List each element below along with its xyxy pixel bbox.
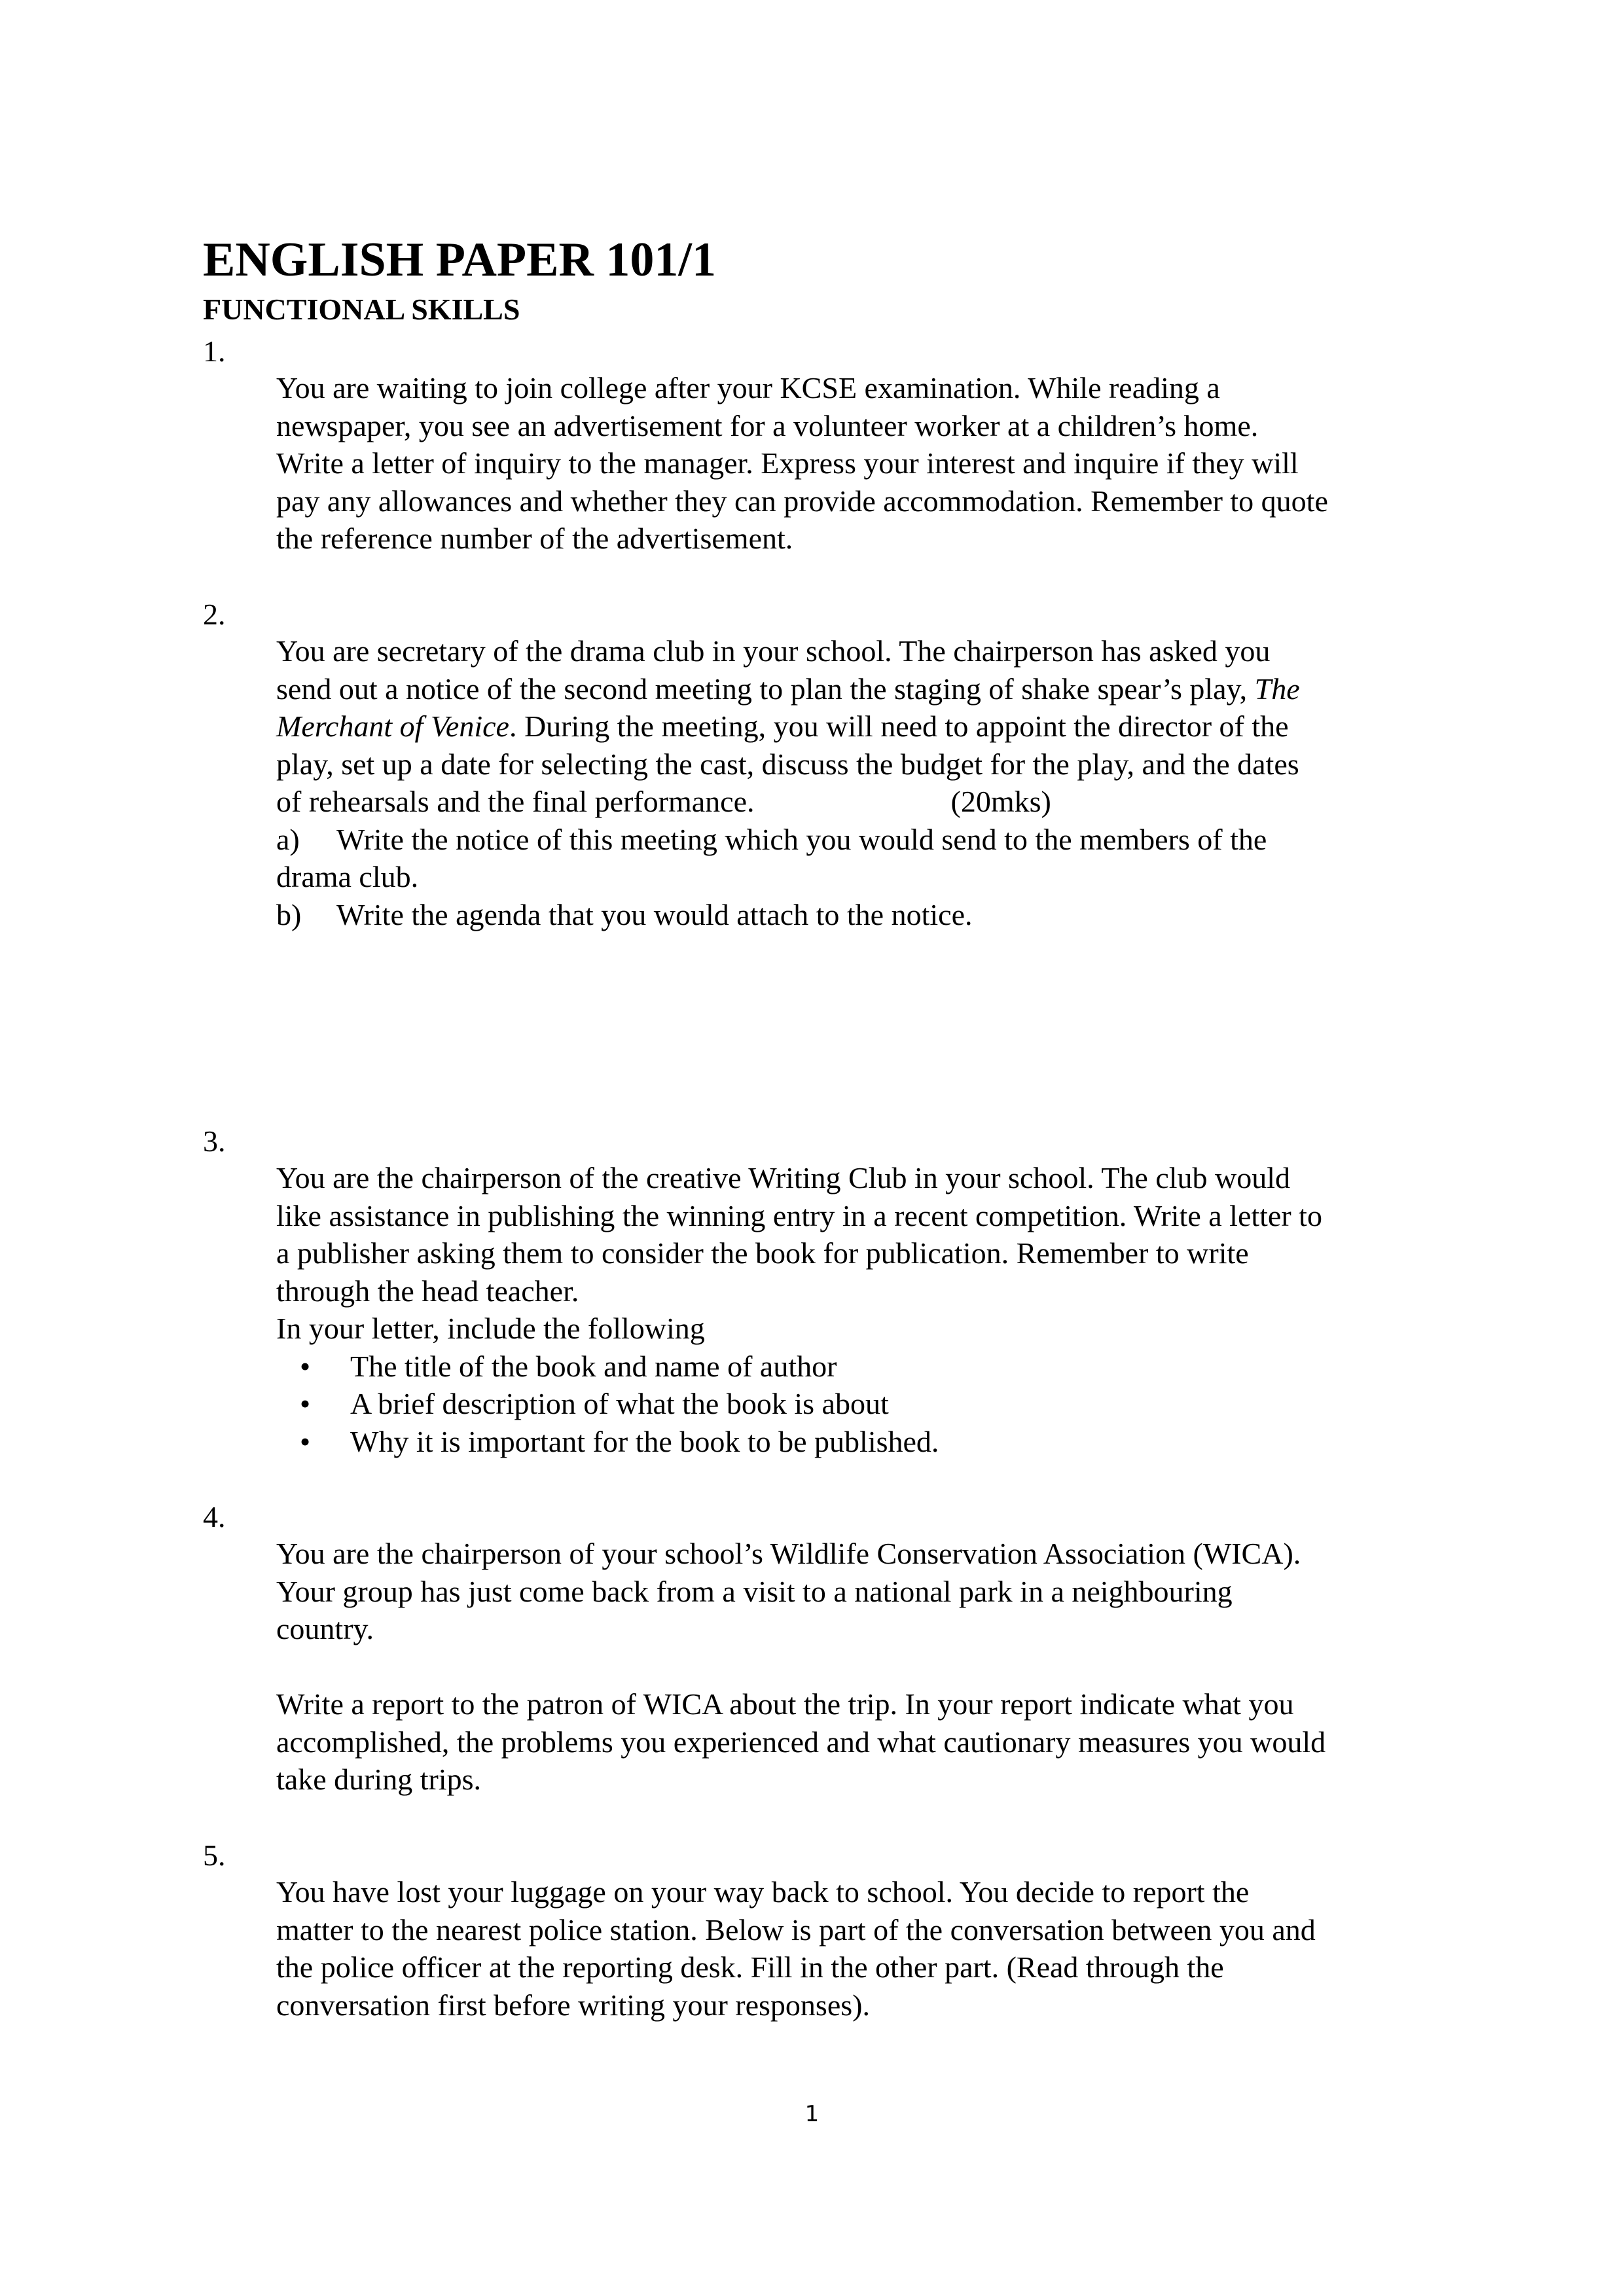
question-5-line: matter to the nearest police station. Below is part of the conversation between you and: [276, 1912, 1316, 1946]
question-4-line: accomplished, the problems you experienced and what cautionary measures you would: [276, 1725, 1326, 1759]
bullet-icon: •: [300, 1424, 311, 1458]
question-4-line: take during trips.: [276, 1763, 481, 1796]
question-1-line: newspaper, you see an advertisement for a volunteer worker at a children’s home.: [276, 408, 1259, 442]
bullet-icon: •: [300, 1387, 311, 1420]
question-2-line: [276, 783, 1507, 821]
question-1-line: Write a letter of inquiry to the manager. Express your interest and inquire if they will: [276, 446, 1299, 480]
question-2-line: You are secretary of the drama club in your school. The chairperson has asked you: [276, 634, 1271, 668]
question-4-text: [276, 1535, 1507, 1799]
play-title-part: Merchant of Venice: [276, 709, 509, 743]
marks-allocation: (20mks): [950, 785, 1051, 818]
list-item: [276, 1348, 1507, 1386]
question-2-part-a: [276, 821, 1507, 859]
question-2-line-rest: . During the meeting, you will need to appoint the director of the: [509, 709, 1289, 743]
list-item: [276, 1423, 1507, 1461]
question-4-line: country.: [276, 1612, 374, 1645]
page-number: 1: [804, 2101, 820, 2127]
question-5-line: conversation first before writing your responses).: [276, 1988, 870, 2022]
question-1-line: the reference number of the advertisement.: [276, 522, 793, 555]
bullet-icon: •: [300, 1349, 311, 1383]
section-title: FUNCTIONAL SKILLS: [203, 293, 520, 326]
question-1-number: 1.: [203, 334, 226, 368]
question-3-line: In your letter, include the following: [276, 1312, 705, 1345]
question-2-text: [276, 632, 1507, 933]
part-text: Write the notice of this meeting which you would send to the members of the: [336, 822, 1267, 856]
question-3-line: through the head teacher.: [276, 1274, 579, 1308]
question-2-line: [276, 670, 1507, 708]
question-4-line: Your group has just come back from a visit to a national park in a neighbouring: [276, 1574, 1233, 1608]
list-item: [276, 1385, 1507, 1423]
question-1-line: pay any allowances and whether they can provide accommodation. Remember to quote: [276, 484, 1328, 518]
paper-title: ENGLISH PAPER 101/1: [203, 233, 716, 287]
bullet-text: A brief description of what the book is about: [350, 1387, 889, 1420]
question-3-number: 3.: [203, 1124, 226, 1158]
question-2-line: [276, 708, 1507, 745]
question-2-line-start: send out a notice of the second meeting to plan the staging of shake spear’s play,: [276, 672, 1255, 706]
question-3-line: You are the chairperson of the creative Writing Club in your school. The club would: [276, 1161, 1291, 1194]
question-5-line: You have lost your luggage on your way back to school. You decide to report the: [276, 1875, 1250, 1909]
bullet-text: The title of the book and name of author: [350, 1349, 837, 1383]
paragraph-gap: [276, 1648, 1507, 1686]
question-4-line: Write a report to the patron of WICA about the trip. In your report indicate what you: [276, 1687, 1294, 1721]
question-2-part-a-continuation: drama club.: [276, 860, 419, 893]
part-letter: a): [276, 822, 300, 856]
part-letter: b): [276, 897, 302, 931]
bullet-text: Why it is important for the book to be published.: [350, 1424, 939, 1458]
part-text: Write the agenda that you would attach to the notice.: [336, 897, 973, 931]
question-5-number: 5.: [203, 1839, 226, 1872]
question-4-line: You are the chairperson of your school’s Wildlife Conservation Association (WICA).: [276, 1537, 1301, 1570]
bullet-list: [276, 1348, 1507, 1461]
play-title-part: The: [1254, 672, 1300, 706]
question-3-text: [276, 1159, 1507, 1460]
question-2-line: play, set up a date for selecting the cast, discuss the budget for the play, and the dates: [276, 747, 1299, 781]
question-4-number: 4.: [203, 1500, 226, 1534]
question-3-line: like assistance in publishing the winning entry in a recent competition. Write a letter to: [276, 1198, 1322, 1232]
question-1-text: [276, 369, 1507, 558]
question-3-line: a publisher asking them to consider the book for publication. Remember to write: [276, 1236, 1249, 1270]
question-5-line: the police officer at the reporting desk. Fill in the other part. (Read through the: [276, 1950, 1224, 1984]
question-2-number: 2.: [203, 598, 226, 631]
question-5-text: [276, 1873, 1507, 2024]
question-1-line: You are waiting to join college after your KCSE examination. While reading a: [276, 371, 1220, 404]
question-2-line-text: of rehearsals and the final performance.: [276, 785, 755, 818]
question-2-part-b: [276, 896, 1507, 934]
